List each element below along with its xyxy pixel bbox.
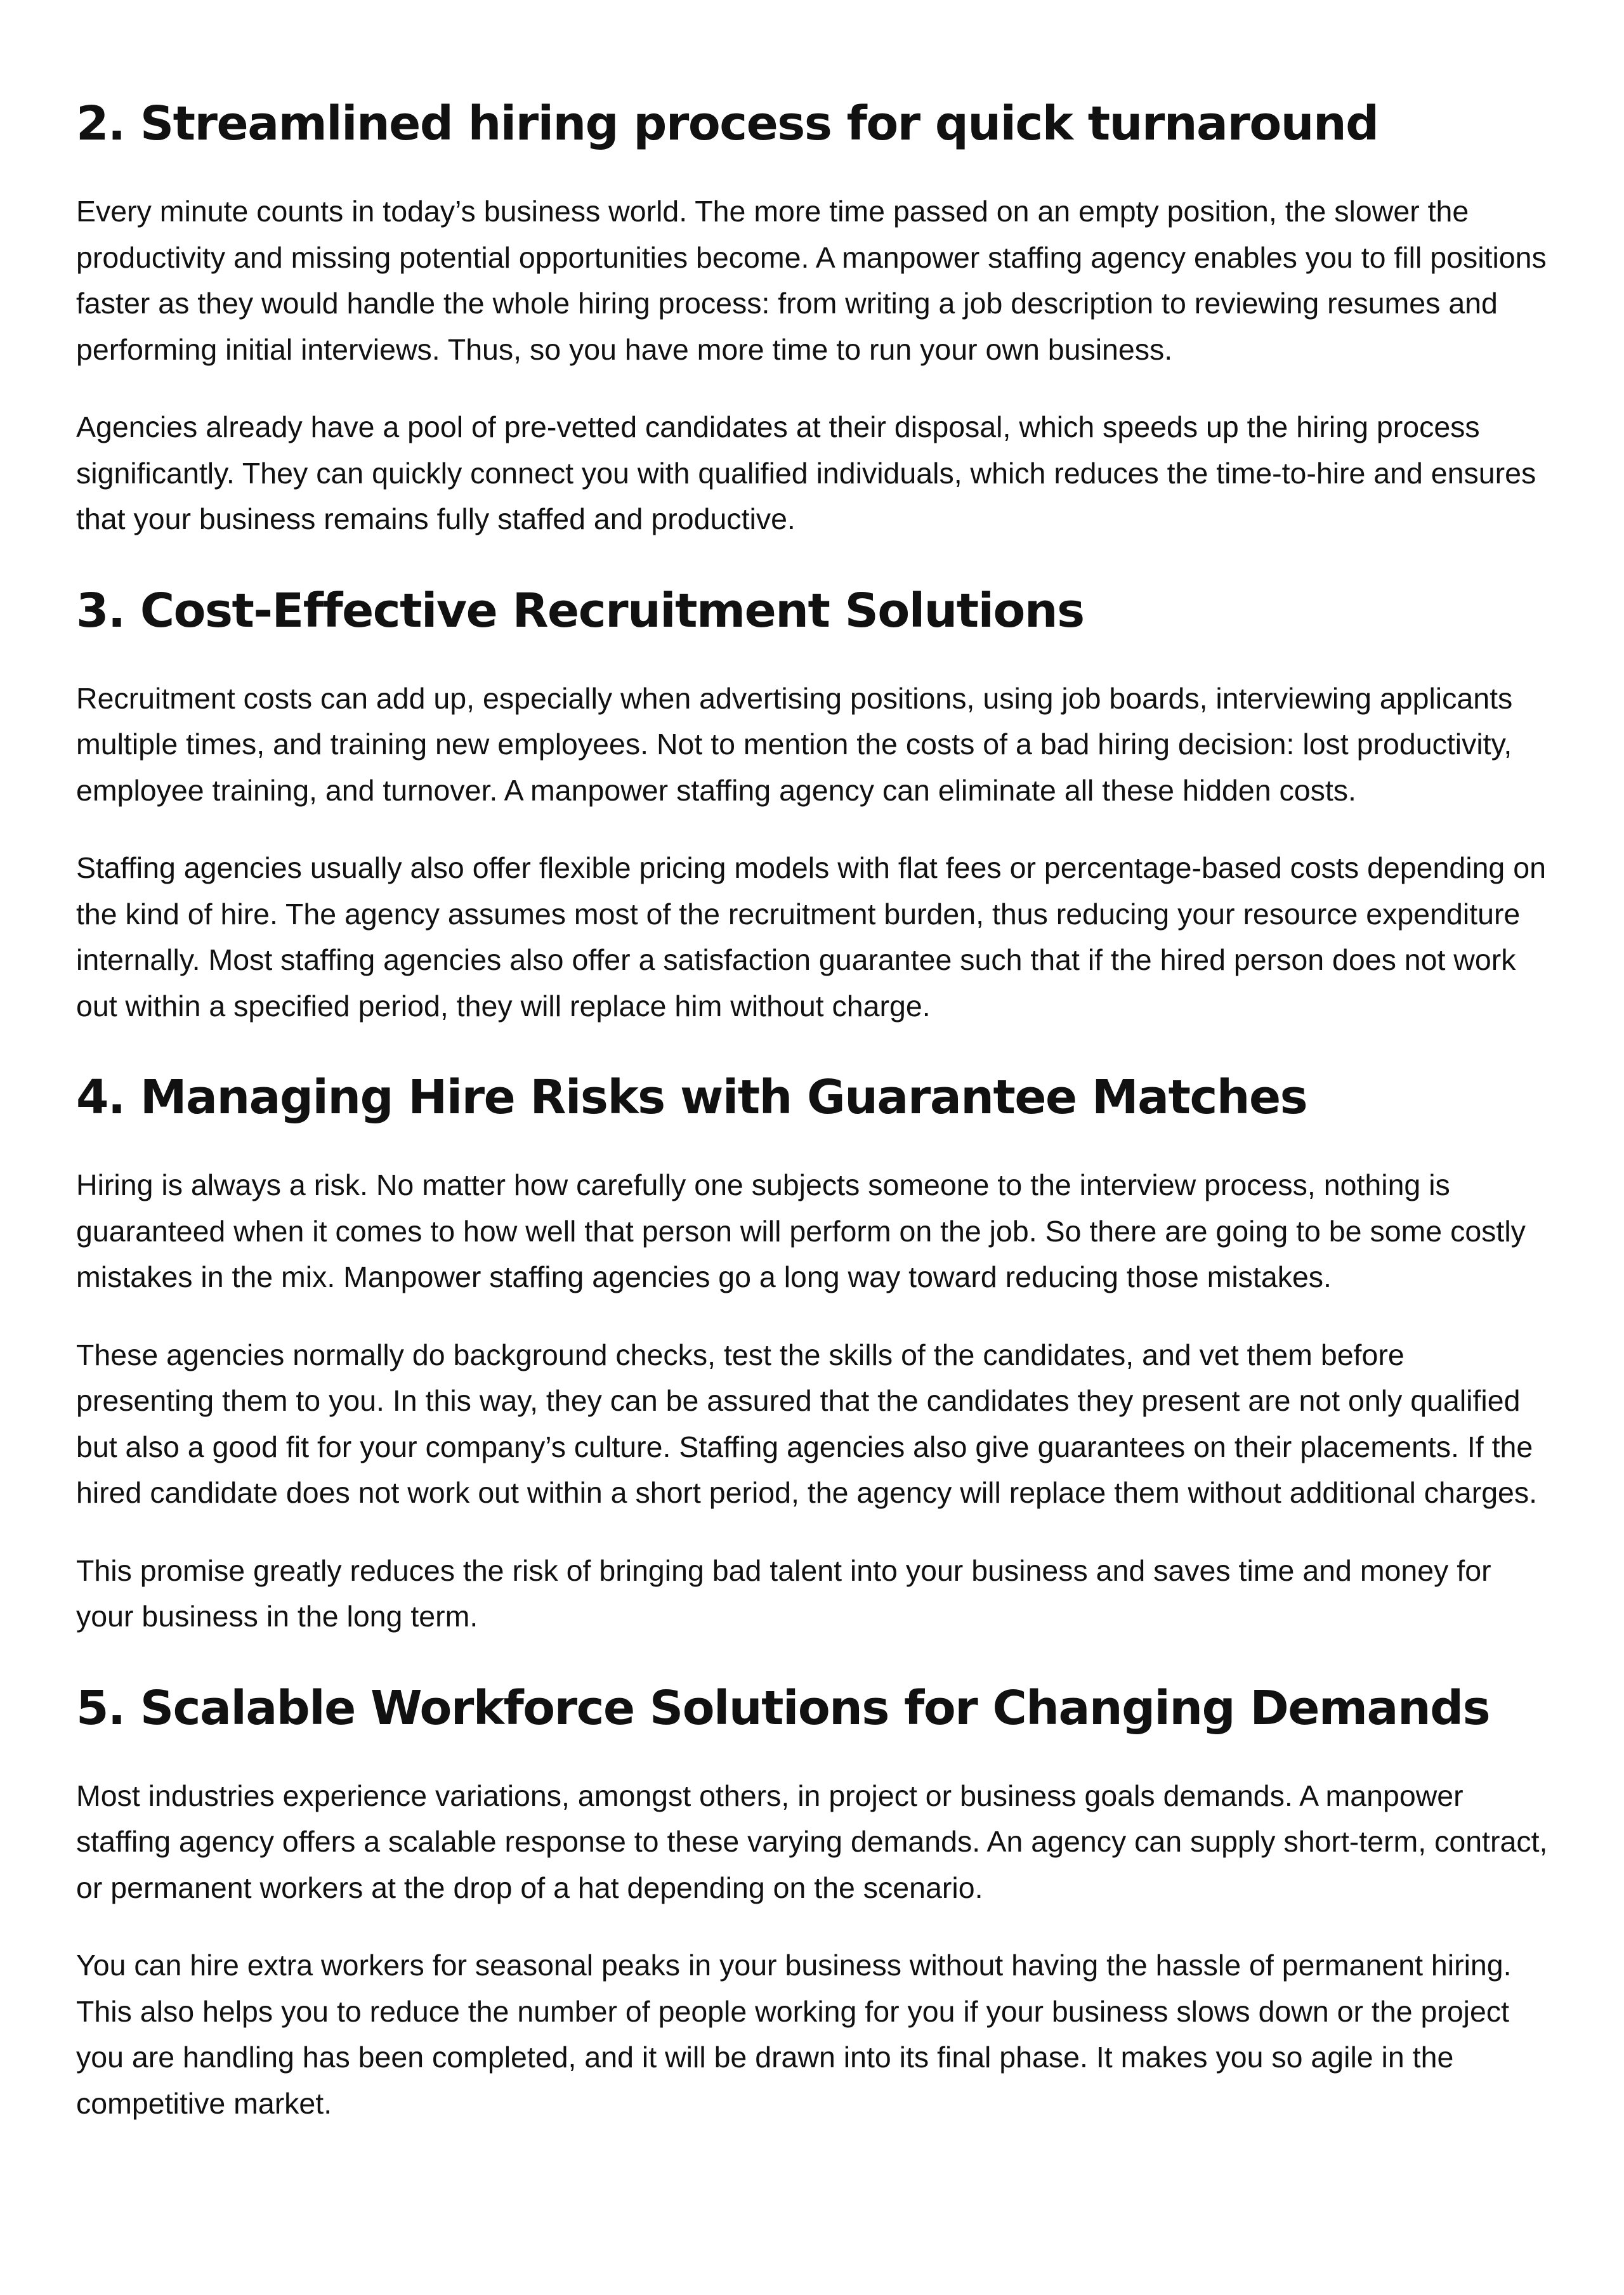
section-streamlined-hiring [76, 92, 1548, 542]
section-heading: 4. Managing Hire Risks with Guarantee Matches [76, 1070, 1307, 1125]
paragraph: Staffing agencies usually also offer flexible pricing models with flat fees or percentage-based costs depending on the kind of hire. The agency assumes most of the recruitment burden, thus reducing your resource expenditure internally. Most staffing agencies also offer a satisfaction guarantee such that if the hired person does not work out within a specified period, they will replace him without charge. [76, 851, 1546, 1023]
section-hire-risks [76, 1066, 1548, 1640]
paragraph: Agencies already have a pool of pre-vetted candidates at their disposal, which speeds up the hiring process significantly. They can quickly connect you with qualified individuals, which reduces the time-to-hire and ensures that your business remains fully staffed and productive. [76, 410, 1536, 535]
paragraph: Hiring is always a risk. No matter how carefully one subjects someone to the interview process, nothing is guaranteed when it comes to how well that person will perform on the job. So there are going to be some costly mistakes in the mix. Manpower staffing agencies go a long way toward reducing those mistakes. [76, 1168, 1526, 1293]
section-scalable-workforce [76, 1677, 1548, 2127]
section-cost-effective [76, 579, 1548, 1030]
paragraph: These agencies normally do background checks, test the skills of the candidates, and vet them before presenting them to you. In this way, they can be assured that the candidates they present are not only qualified but also a good fit for your company’s culture. Staffing agencies also give guarantees on their placements. If the hired candidate does not work out within a short period, the agency will replace them without additional charges. [76, 1338, 1538, 1509]
paragraph: You can hire extra workers for seasonal peaks in your business without having the hassle of permanent hiring. This also helps you to reduce the number of people working for you if your business slows down or the project you are handling has been completed, and it will be drawn into its final phase. It makes you so agile in the competitive market. [76, 1949, 1512, 2120]
paragraph: Every minute counts in today’s business world. The more time passed on an empty position, the slower the productivity and missing potential opportunities become. A manpower staffing agency enables you to fill positions faster as they would handle the whole hiring process: from writing a job description to reviewing resumes and performing initial interviews. Thus, so you have more time to run your own business. [76, 195, 1547, 366]
section-heading: 5. Scalable Workforce Solutions for Changing Demands [76, 1680, 1490, 1736]
paragraph: This promise greatly reduces the risk of bringing bad talent into your business and saves time and money for your business in the long term. [76, 1553, 1491, 1633]
paragraph: Recruitment costs can add up, especially when advertising positions, using job boards, interviewing applicants multiple times, and training new employees. Not to mention the costs of a bad hiring decision: lost productivity, employee training, and turnover. A manpower staffing agency can eliminate all these hidden costs. [76, 681, 1513, 807]
section-heading: 3. Cost-Effective Recruitment Solutions [76, 583, 1084, 638]
section-heading: 2. Streamlined hiring process for quick turnaround [76, 96, 1378, 151]
paragraph: Most industries experience variations, amongst others, in project or business goals demands. A manpower staffing agency offers a scalable response to these varying demands. An agency can supply short-term, contract, or permanent workers at the drop of a hat depending on the scenario. [76, 1779, 1548, 1904]
